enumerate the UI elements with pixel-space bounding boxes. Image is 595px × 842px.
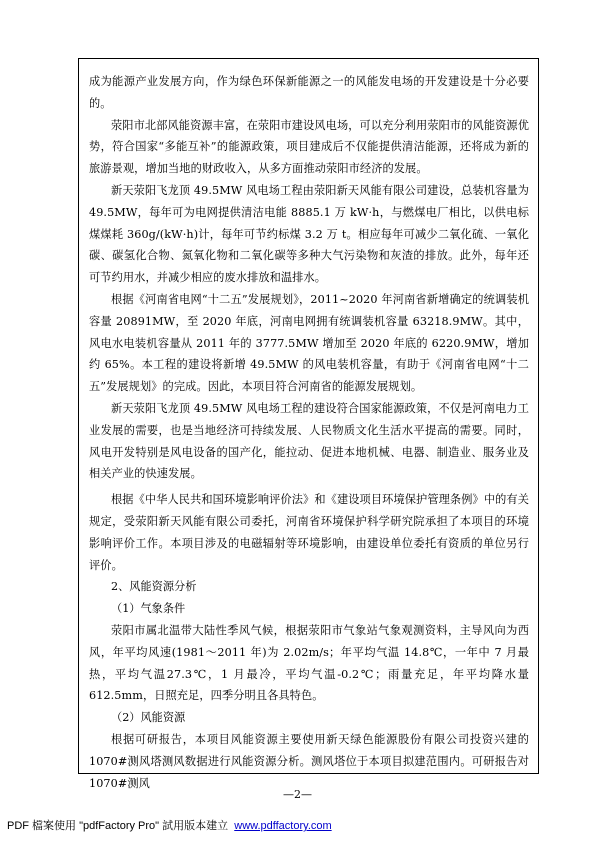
pdf-factory-link[interactable]: www.pdffactory.com [234, 820, 332, 832]
paragraph-wind-resources: 荥阳市北部风能资源丰富，在荥阳市建设风电场，可以充分利用荥阳市的风能资源优势，符合国家“多能互补”的能源政策，项目建成后不仅能提供清洁能源，还将成为新的旅游景观，增加当地的财政收入，从多方面推动荥阳市经济的发展。 [89, 118, 529, 176]
paragraph-energy-direction: 成为能源产业发展方向，作为绿色环保新能源之一的风能发电场的开发建设是十分必要的。 [89, 75, 529, 110]
paragraph-policy-compliance: 新天荥阳飞龙顶 49.5MW 风电场工程的建设符合国家能源政策，不仅是河南电力工业发展的需要，也是当地经济可持续发展、人民物质文化生活水平提高的需要。同时，风电开发特别是风电设备的国产化，能拉动、促进本地机械、电器、制造业、服务业及相关产业的快速发展。 [89, 401, 529, 481]
page-number: —2— [283, 788, 312, 801]
paragraph-climate: 荥阳市属北温带大陆性季风气候，根据荥阳市气象站气象观测资料，主导风向为西风，年平均风速(1981～2011 年)为 2.02m/s；年平均气温 14.8℃，一年中 7 月最热，平均气温27.3℃，1 月最冷，平均气温-0.2℃；雨量充足，年平均降水量 612.5mm，日照充足，四季分明且各具特色。 [89, 623, 529, 703]
pdf-factory-footer [7, 817, 332, 833]
paragraph-project-capacity: 新天荥阳飞龙顶 49.5MW 风电场工程由荥阳新天风能有限公司建设，总装机容量为49.5MW，每年可为电网提供清洁电能 8885.1 万 kW·h，与燃煤电厂相比，以供电标煤煤耗 360g/(kW·h)计，每年可节约标煤 3.2 万 t。相应每年可减少二氧化硫、一氧化碳、碳氢化合物、氮氧化物和二氧化碳等多种大气污染物和灰渣的排放。此外，每年还可节约用水，并减少相应的废水排放和温排水。 [89, 183, 529, 285]
paragraph-wind-tower: 根据可研报告，本项目风能资源主要使用新天绿色能源股份有限公司投资兴建的1070#测风塔测风数据进行风能资源分析。测风塔位于本项目拟建范围内。可研报告对1070#测风 [89, 732, 529, 790]
section-heading-wind-analysis: 2、风能资源分析 [111, 580, 197, 594]
document-body-frame [78, 58, 539, 790]
sub-heading-wind-resource: （2）风能资源 [111, 711, 186, 725]
paragraph-eia-basis: 根据《中华人民共和国环境影响评价法》和《建设项目环境保护管理条例》中的有关规定，受荥阳新天风能有限公司委托，河南省环境保护科学研究院承担了本项目的环境影响评价工作。本项目涉及的电磁辐射等环境影响，由建设单位委托有资质的单位另行评价。 [89, 493, 529, 572]
pdf-factory-note: PDF 檔案使用 "pdfFactory Pro" 試用版本建立 [7, 820, 229, 832]
sub-heading-climate: （1）气象条件 [111, 602, 186, 616]
paragraph-grid-planning: 根据《河南省电网“十二五”发展规划》，2011~2020 年河南省新增确定的统调装机容量 20891MW，至 2020 年底，河南电网拥有统调装机容量 63218.9MW。其中，风电水电装机容量从 2011 年的 3777.5MW 增加至 2020 年底的 6220.9MW，增加约 65%。本工程的建设将新增 49.5MW 的风电装机容量，有助于《河南省电网“十二五”发展规划》的完成。因此，本项目符合河南省的能源发展规划。 [89, 292, 529, 394]
